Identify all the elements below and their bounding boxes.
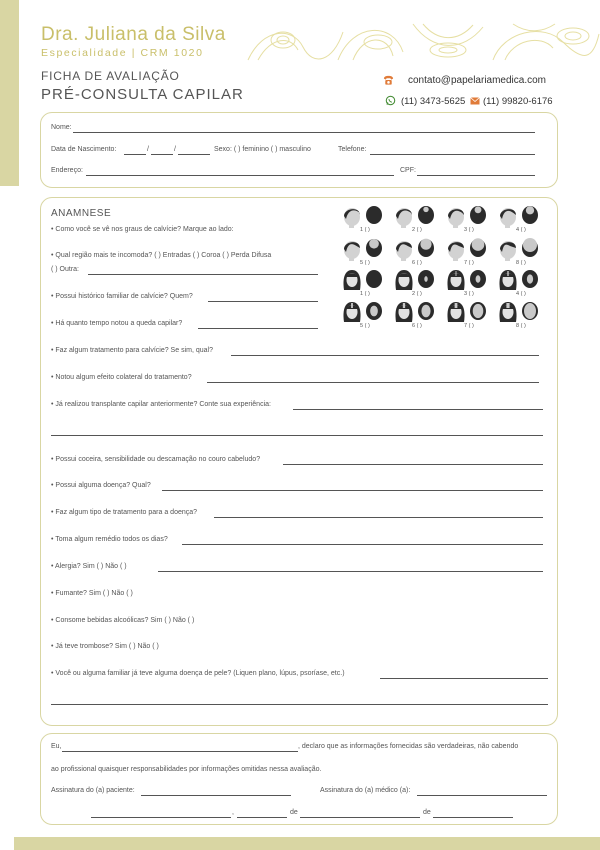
telephone-icon xyxy=(383,75,394,86)
question-skin-disease: • Você ou alguma familiar já teve alguma doença de pele? (Liquen plano, lúpus, psoríase, etc.) xyxy=(51,670,345,677)
female-grade-cell[interactable] xyxy=(340,300,390,332)
question-disease-treatment: • Faz algum tipo de tratamento para a doença? xyxy=(51,509,198,516)
question-hair-loss-time: • Há quanto tempo notou a queda capilar? xyxy=(51,320,183,327)
contact-phone: (11) 3473-5625 xyxy=(401,96,466,107)
left-accent-bar xyxy=(0,0,19,186)
male-grade-cell[interactable] xyxy=(340,237,390,269)
question-alcohol[interactable]: • Consome bebidas alcoólicas? Sim ( ) Não ( ) xyxy=(51,617,195,624)
day-field[interactable] xyxy=(237,817,287,818)
male-grade-cell[interactable] xyxy=(392,204,442,236)
address-field[interactable] xyxy=(86,175,394,176)
male-head-icon xyxy=(444,204,494,228)
female-grade-cell[interactable] xyxy=(392,300,442,332)
female-grade-cell[interactable] xyxy=(340,268,390,300)
whatsapp-icon xyxy=(385,95,396,106)
grade-checkbox-label[interactable]: 6 ( ) xyxy=(412,323,422,329)
form-subtitle: PRÉ-CONSULTA CAPILAR xyxy=(41,86,244,103)
dob-separator: / xyxy=(174,146,176,153)
bottom-accent-bar xyxy=(14,837,600,850)
question-side-effects: • Notou algum efeito colateral do tratamento? xyxy=(51,374,192,381)
male-head-icon xyxy=(392,237,442,261)
city-field[interactable] xyxy=(91,817,231,818)
patient-signature-label: Assinatura do (a) paciente: xyxy=(51,787,135,794)
male-head-icon xyxy=(496,204,546,228)
question-region[interactable]: • Qual região mais te incomoda? ( ) Entradas ( ) Coroa ( ) Perda Difusa xyxy=(51,252,272,259)
male-head-icon xyxy=(340,204,390,228)
female-head-icon xyxy=(496,268,546,292)
doctor-signature-field[interactable] xyxy=(417,795,547,796)
year-field[interactable] xyxy=(433,817,513,818)
treatment-field[interactable] xyxy=(231,355,539,356)
female-grade-cell[interactable] xyxy=(496,268,546,300)
phone-label: Telefone: xyxy=(338,146,367,153)
anamnese-title: ANAMNESE xyxy=(51,208,112,219)
grade-checkbox-label[interactable]: 2 ( ) xyxy=(412,291,422,297)
dob-label: Data de Nascimento: xyxy=(51,146,117,153)
female-head-icon xyxy=(392,300,442,324)
disease-treatment-field[interactable] xyxy=(214,517,543,518)
male-grade-cell[interactable] xyxy=(496,237,546,269)
female-head-icon xyxy=(444,300,494,324)
male-grade-cell[interactable] xyxy=(444,237,494,269)
female-grade-cell[interactable] xyxy=(444,300,494,332)
grade-checkbox-label[interactable]: 2 ( ) xyxy=(412,227,422,233)
male-head-icon xyxy=(392,204,442,228)
doctor-specialty: Especialidade | CRM 1020 xyxy=(41,47,204,59)
name-label: Nome: xyxy=(51,124,72,131)
dob-separator: / xyxy=(147,146,149,153)
baldness-grades-chart xyxy=(340,204,550,334)
question-disease: • Possui alguma doença? Qual? xyxy=(51,482,151,489)
phone-field[interactable] xyxy=(370,154,535,155)
dob-day-field[interactable] xyxy=(124,154,146,155)
grade-checkbox-label[interactable]: 8 ( ) xyxy=(516,323,526,329)
allergy-field[interactable] xyxy=(158,571,543,572)
dob-month-field[interactable] xyxy=(151,154,173,155)
female-head-icon xyxy=(444,268,494,292)
male-head-icon xyxy=(496,237,546,261)
question-transplant: • Já realizou transplante capilar anteriormente? Conte sua experiência: xyxy=(51,401,271,408)
hair-loss-time-field[interactable] xyxy=(198,328,318,329)
name-field[interactable] xyxy=(73,132,535,133)
grade-checkbox-label[interactable]: 5 ( ) xyxy=(360,323,370,329)
family-history-field[interactable] xyxy=(208,301,318,302)
scalp-symptoms-field[interactable] xyxy=(283,464,543,465)
question-smoker[interactable]: • Fumante? Sim ( ) Não ( ) xyxy=(51,590,133,597)
grade-checkbox-label[interactable]: 5 ( ) xyxy=(360,260,370,266)
female-head-icon xyxy=(340,300,390,324)
question-thrombosis[interactable]: • Já teve trombose? Sim ( ) Não ( ) xyxy=(51,643,159,650)
female-grade-cell[interactable] xyxy=(444,268,494,300)
question-allergy[interactable]: • Alergia? Sim ( ) Não ( ) xyxy=(51,563,127,570)
male-grade-cell[interactable] xyxy=(496,204,546,236)
daily-medication-field[interactable] xyxy=(182,544,543,545)
topographic-pattern-decoration xyxy=(243,22,600,62)
grade-checkbox-label[interactable]: 3 ( ) xyxy=(464,291,474,297)
female-head-icon xyxy=(496,300,546,324)
skin-disease-field-line2[interactable] xyxy=(51,704,548,705)
doctor-name: Dra. Juliana da Silva xyxy=(41,24,226,45)
cpf-label: CPF: xyxy=(400,167,416,174)
sex-options[interactable]: Sexo: ( ) feminino ( ) masculino xyxy=(214,146,311,153)
date-comma: , xyxy=(232,809,234,816)
contact-whatsapp: (11) 99820-6176 xyxy=(483,96,553,107)
male-head-icon xyxy=(444,237,494,261)
dob-year-field[interactable] xyxy=(178,154,210,155)
grade-checkbox-label[interactable]: 6 ( ) xyxy=(412,260,422,266)
envelope-icon xyxy=(470,97,480,105)
date-de-1: de xyxy=(290,809,298,816)
grade-checkbox-label[interactable]: 7 ( ) xyxy=(464,323,474,329)
grade-checkbox-label[interactable]: 3 ( ) xyxy=(464,227,474,233)
female-grade-cell[interactable] xyxy=(392,268,442,300)
question-region-other[interactable]: ( ) Outra: xyxy=(51,266,80,273)
grade-checkbox-label[interactable]: 7 ( ) xyxy=(464,260,474,266)
transplant-field-line2[interactable] xyxy=(51,435,543,436)
question-baldness-grade: • Como você se vê nos graus de calvície? Marque ao lado: xyxy=(51,226,234,233)
patient-signature-field[interactable] xyxy=(141,795,291,796)
declaration-eu: Eu, xyxy=(51,743,62,750)
cpf-field[interactable] xyxy=(417,175,535,176)
doctor-signature-label: Assinatura do (a) médico (a): xyxy=(320,787,411,794)
address-label: Endereço: xyxy=(51,167,83,174)
female-grade-cell[interactable] xyxy=(496,300,546,332)
grade-checkbox-label[interactable]: 1 ( ) xyxy=(360,227,370,233)
declarant-name-field[interactable] xyxy=(62,751,298,752)
male-grade-cell[interactable] xyxy=(392,237,442,269)
grade-checkbox-label[interactable]: 4 ( ) xyxy=(516,291,526,297)
region-other-field[interactable] xyxy=(88,274,318,275)
grade-checkbox-label[interactable]: 8 ( ) xyxy=(516,260,526,266)
question-daily-medication: • Toma algum remédio todos os dias? xyxy=(51,536,168,543)
female-head-icon xyxy=(340,268,390,292)
question-scalp-symptoms: • Possui coceira, sensibilidade ou descamação no couro cabeludo? xyxy=(51,456,261,463)
transplant-field[interactable] xyxy=(293,409,543,410)
male-grade-cell[interactable] xyxy=(444,204,494,236)
question-treatment: • Faz algum tratamento para calvície? Se sim, qual? xyxy=(51,347,213,354)
question-family-history: • Possui histórico familiar de calvície? Quem? xyxy=(51,293,193,300)
skin-disease-field[interactable] xyxy=(380,678,548,679)
grade-checkbox-label[interactable]: 1 ( ) xyxy=(360,291,370,297)
male-grade-cell[interactable] xyxy=(340,204,390,236)
male-head-icon xyxy=(340,237,390,261)
declaration-text: , declaro que as informações fornecidas são verdadeiras, não cabendo xyxy=(298,743,519,750)
side-effects-field[interactable] xyxy=(207,382,539,383)
month-field[interactable] xyxy=(300,817,420,818)
female-head-icon xyxy=(392,268,442,292)
date-de-2: de xyxy=(423,809,431,816)
contact-email: contato@papelariamedica.com xyxy=(408,75,547,86)
declaration-text-2: ao profissional quaisquer responsabilidades por informações omitidas nessa avaliação. xyxy=(51,766,322,773)
disease-field[interactable] xyxy=(162,490,543,491)
form-title: FICHA DE AVALIAÇÃO xyxy=(41,69,180,83)
grade-checkbox-label[interactable]: 4 ( ) xyxy=(516,227,526,233)
